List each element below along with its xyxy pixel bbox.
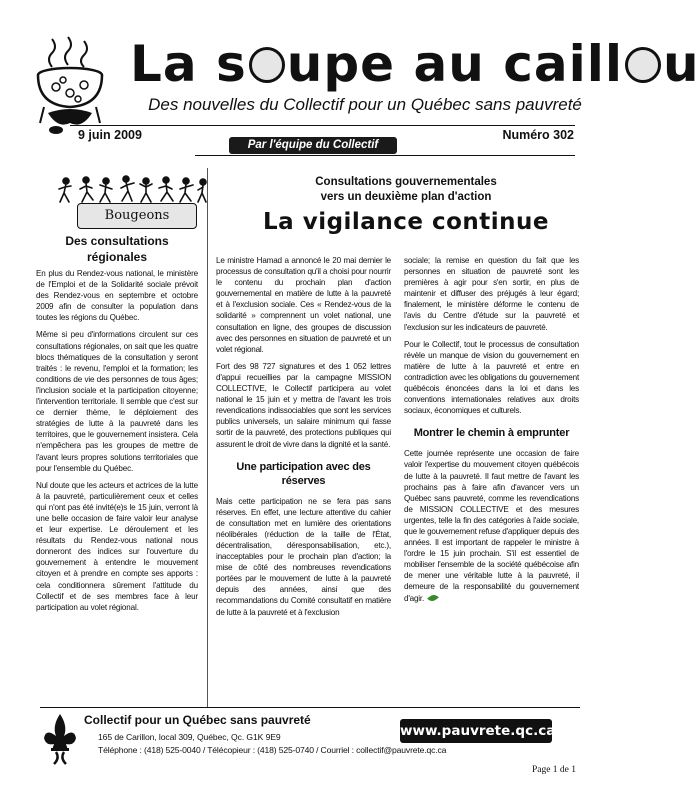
article-paragraph: Mais cette participation ne se fera pas sans réserves. En effet, une lecture attentive du cahier de consultation met en lumière des orientations néolibérales (réduction de la taille de l'État, décentralisation, déresponsabilisation, etc.), inacceptables pour le prochain plan d'action; la mise de côté des nombreuses revendications portées par le mouvement de lutte à la pauvreté depuis des années, ainsi que des recommandations du Comité consultatif en matière de lutte à la pauvreté et à l'exclusion [216,496,391,617]
footer-address: 165 de Carillon, local 309, Québec, Qc. G1K 9E9 [98,732,281,742]
article-paragraph: Fort des 98 727 signatures et des 1 052 lettres d'appui recueillies par la campagne MISSION COLLECTIVE, le Collectif participera au volet national le 15 juin et y mettra de l'avant les trois revendications indissociables que sont les services publics universels, un salaire minimum qui fasse sortir de la pauvreté, des protections publiques qui assurent le droit de vivre dans la dignité et la santé. [216,361,391,449]
pebble-o-icon [249,47,285,83]
article-paragraph: Pour le Collectif, tout le processus de consultation révèle un manque de vision du gouvernement en matière de lutte à la pauvreté et entre en contradiction avec les obligations du gouvernement québécois énoncées dans la loi et dans les conventions internationales relatives aux droits sociaux, économiques et culturels. [404,339,579,416]
article-subheading: Montrer le chemin à emprunter [413,427,570,440]
article-subheading: Une participation avec des réserves [236,460,371,487]
soup-pot-icon [30,35,110,135]
footer-divider [40,707,580,708]
newsletter-title: La s upe au caill u [130,35,700,93]
byline-divider [195,155,575,156]
issue-number: Numéro 302 [502,128,574,142]
issue-date: 9 juin 2009 [78,128,142,142]
sidebar-body [36,268,198,619]
article-headline: La vigilance continue [263,209,549,235]
footer-organization: Collectif pour un Québec sans pauvreté [84,713,311,727]
article-column-left [216,255,391,624]
fleur-de-lis-icon [42,710,78,770]
article-column-right [404,255,579,610]
column-divider [207,168,208,708]
masthead-divider [70,125,575,126]
article-paragraph: Le ministre Hamad a annoncé le 20 mai dernier le processus de consultation qu'il a choisi pour nourrir le contenu du prochain plan d'action gouvernemental en matière de lutte à la pauvreté et à l'exclusion sociale. Ces « Rendez-vous de la solidarité » comprennent un volet national, une consultation en ligne, des groupes de discussion avec des personnes en situation de pauvreté et un volet régional. [216,256,391,354]
sidebar-heading: Des consultations régionales [65,234,169,264]
page-number: Page 1 de 1 [531,765,576,775]
article-kicker: Consultations gouvernementales vers un deuxième plan d'action [315,176,497,203]
section-banner: Bougeons [77,203,197,229]
byline-badge: Par l'équipe du Collectif [229,137,397,154]
article-paragraph: Cette journée représente une occasion de faire valoir l'expertise du mouvement citoyen québécois de lutte à la pauvreté. Il faut mettre de l'avant les prochains pas à faire afin d'avancer vers un Québec sans pauvreté, comme les revendications de MISSION COLLECTIVE et des mesures urgentes, telle la fin des catégories à l'aide sociale, que le gouvernement refuse d'appliquer depuis des années. Il est important de rappeler le ministre à l'ordre le 15 juin prochain. S'il est essentiel de mobiliser l'ensemble de la société québécoise afin de mener une véritable lutte à la pauvreté, il demeure de la responsabilité du gouvernement d'agir. [404,449,579,603]
sidebar-paragraph: En plus du Rendez-vous national, le ministère de l'Emploi et de la Solidarité sociale prévoit des Rendez-vous en septembre et octobre 2009 afin de consulter la population dans toutes les régions du Québec. [36,269,198,323]
website-link[interactable]: www.pauvrete.qc.ca [400,719,552,743]
sidebar-paragraph: Même si peu d'informations circulent sur ces consultations régionales, on sait que les quatre blocs thématiques de la consultation y seront traités : le revenu, l'emploi et la formation; les conditions de vie des personnes de tous âges; l'inclusion sociale et la participation citoyenne; l'intervention territoriale. Il semble que c'est sur ce dernier thème, le déploiement des stratégies de lutte à la pauvreté dans les territoires, que le gouvernement insistera. Cela n'empêchera pas les groupes de mettre de l'avant leurs propres solutions territoriales que pour l'ensemble du Québec. [36,330,198,473]
article-paragraph: sociale; la remise en question du fait que les personnes en situation de pauvreté sont les premières à agir pour s'en sortir, en plus de maintenir et diffuser des préjugés à leur égard; finalement, le ministère déforme le contenu de l'avis du Centre d'étude sur la pauvreté et l'exclusion sur les indicateurs de pauvreté. [404,256,579,332]
footer-contact: Téléphone : (418) 525-0040 / Télécopieur : (418) 525-0740 / Courriel : collectif@pauvrete.qc.ca [98,745,447,755]
runners-icon [58,176,208,206]
newsletter-subtitle: Des nouvelles du Collectif pour un Québec sans pauvreté [148,95,582,114]
leaf-icon [427,592,439,603]
pebble-o-icon [625,47,661,83]
sidebar-paragraph: Nul doute que les acteurs et actrices de la lutte à la pauvreté, particulièrement ceux et celles qui n'ont pas été invité(e)s le 15 juin, verront là une belle occasion de faire valoir leur analyse et leur expertise. Le déroulement et les résultats du Rendez-vous national nous donneront des indices sur l'ouverture du gouvernement à entendre le mouvement citoyen et à prendre en compte ses apports : cela conditionnera sûrement l'attitude du Collectif et de ses membres face à leur participation au volet régional. [36,480,198,612]
